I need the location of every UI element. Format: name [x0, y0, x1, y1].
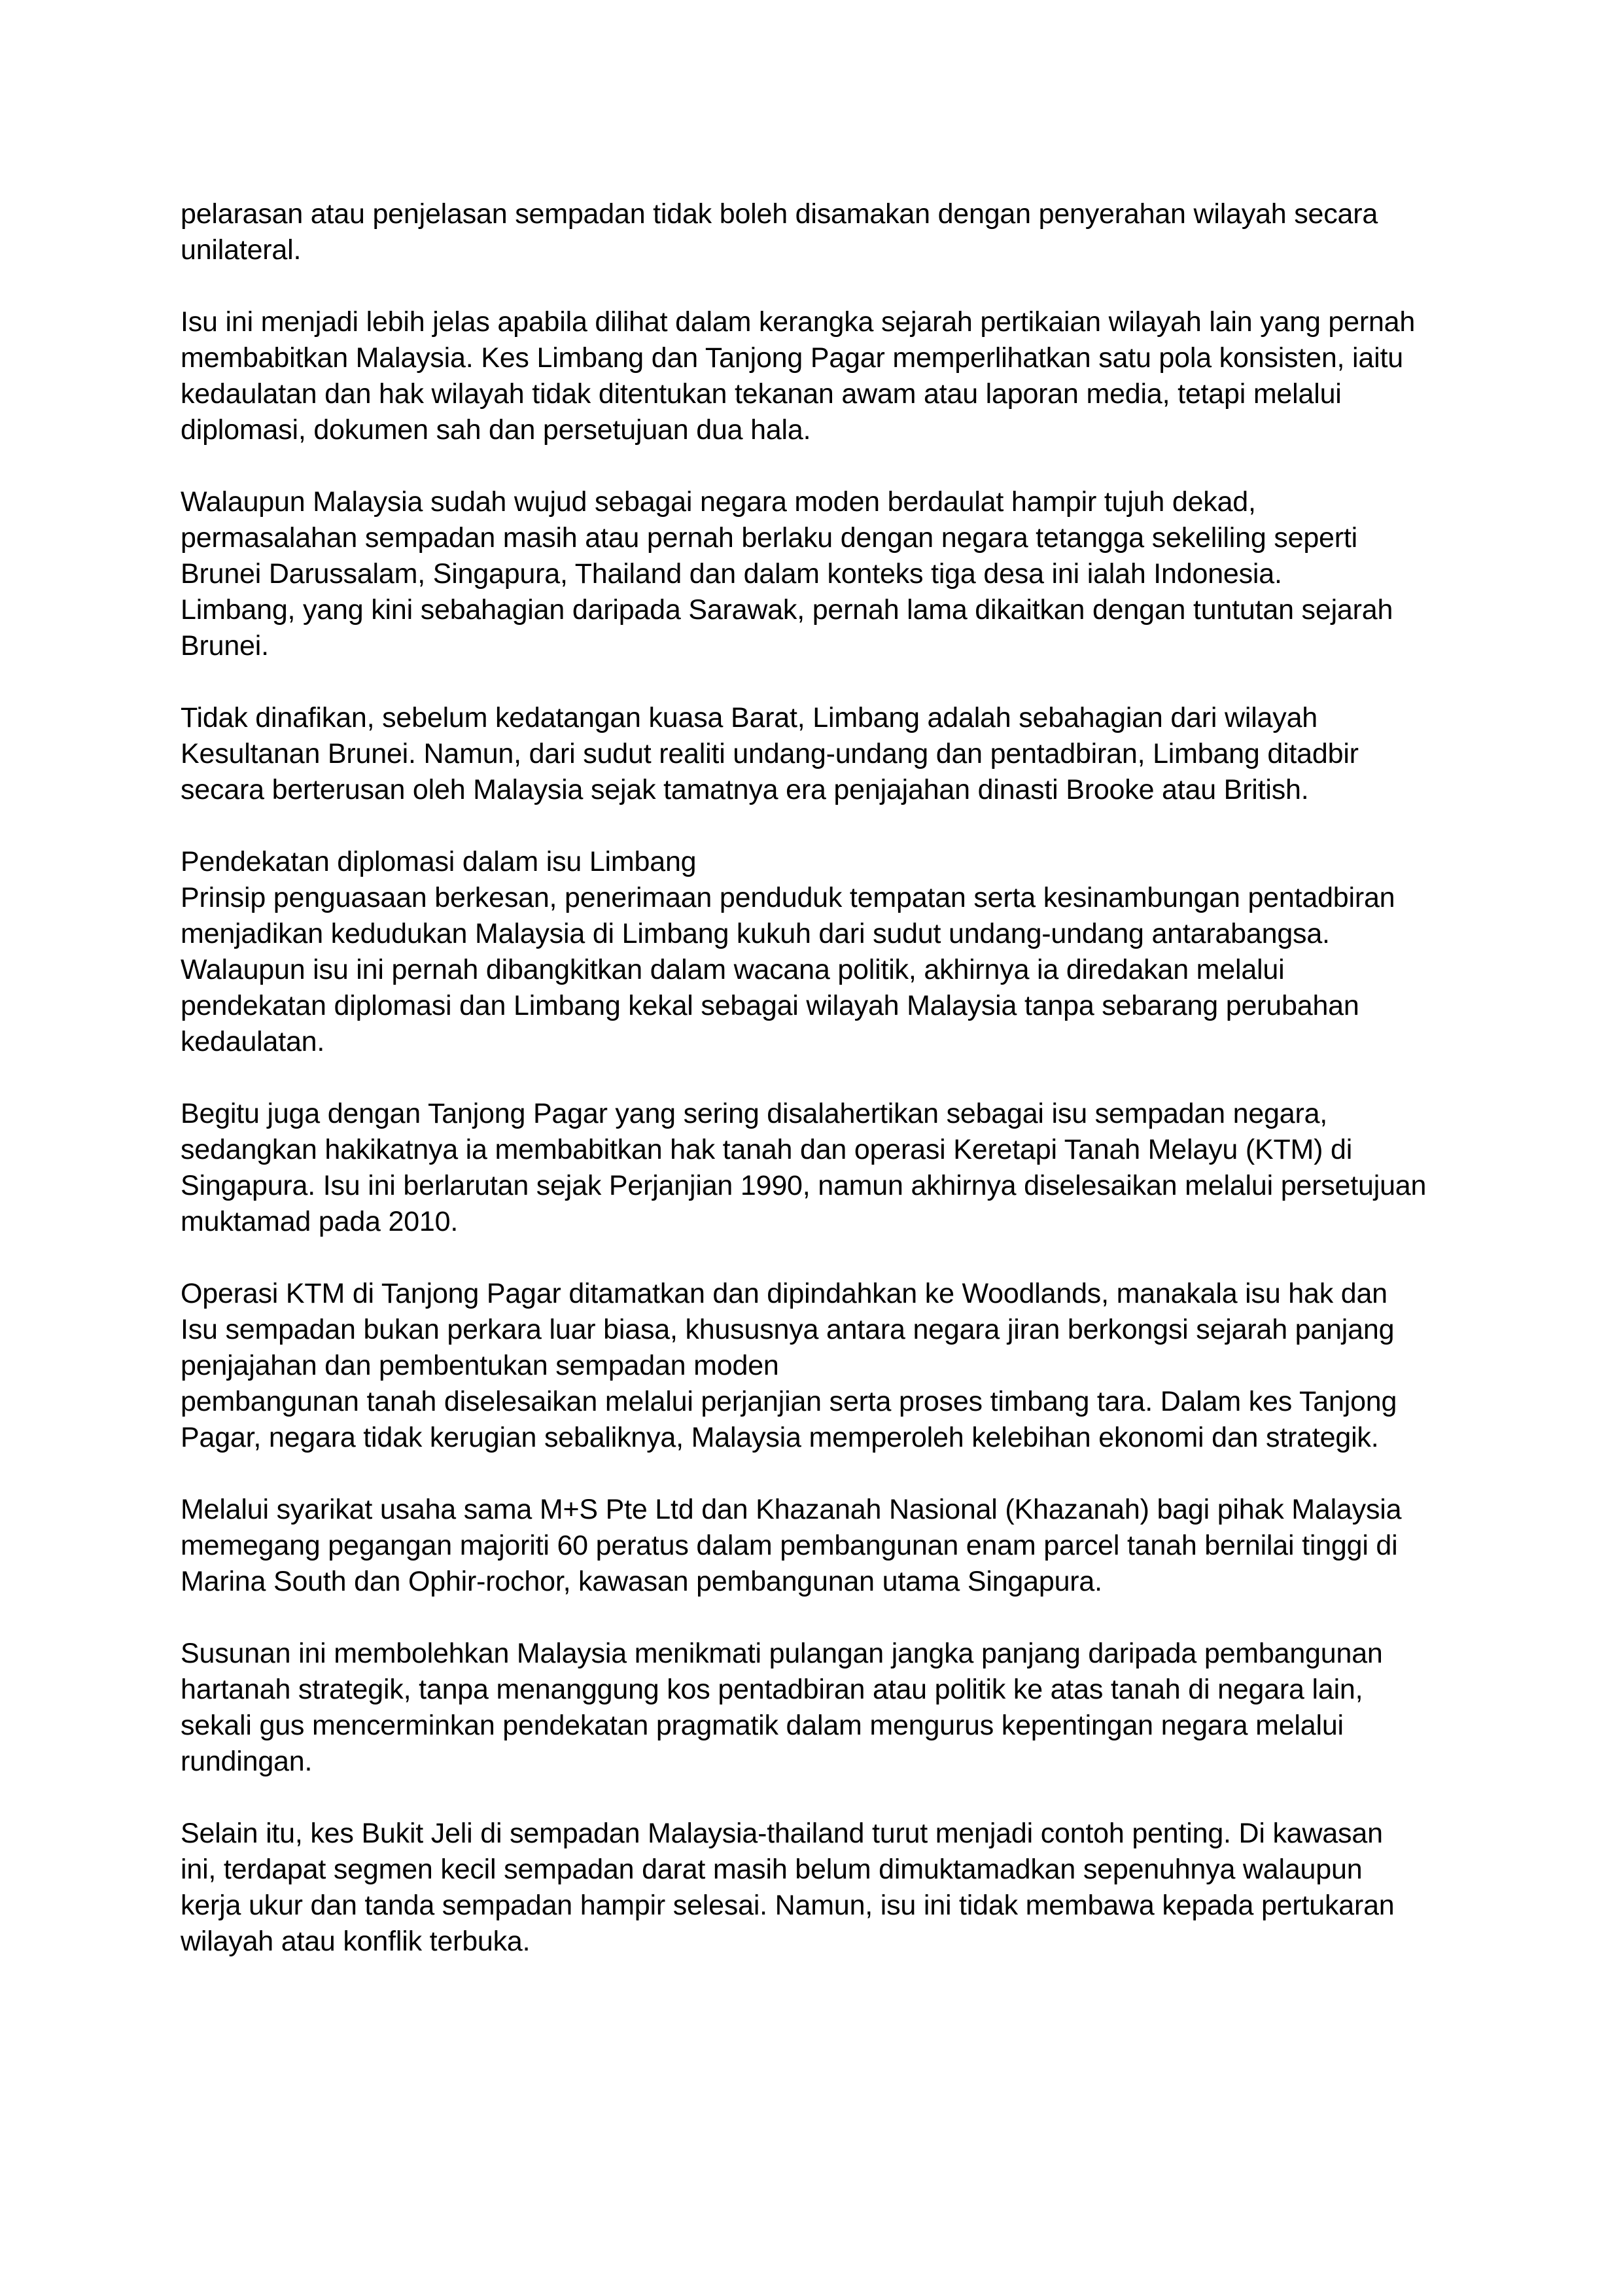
- text-line: pendekatan diplomasi dan Limbang kekal sebagai wilayah Malaysia tanpa sebarang perubahan: [181, 990, 1359, 1021]
- text-line: muktamad pada 2010.: [181, 1206, 459, 1237]
- text-line: kedaulatan dan hak wilayah tidak ditentukan tekanan awam atau laporan media, tetapi melalui: [181, 378, 1342, 410]
- text-line: Singapura. Isu ini berlarutan sejak Perjanjian 1990, namun akhirnya diselesaikan melalui persetujuan: [181, 1170, 1427, 1201]
- text-line: Walaupun isu ini pernah dibangkitkan dalam wacana politik, akhirnya ia diredakan melalui: [181, 954, 1285, 985]
- text-line: kedaulatan.: [181, 1026, 325, 1057]
- text-line: Brunei Darussalam, Singapura, Thailand dan dalam konteks tiga desa ini ialah Indonesia.: [181, 558, 1282, 590]
- text-line: diplomasi, dokumen sah dan persetujuan dua hala.: [181, 414, 811, 446]
- text-line: Tidak dinafikan, sebelum kedatangan kuasa Barat, Limbang adalah sebahagian dari wilayah: [181, 702, 1318, 733]
- text-line: wilayah atau konflik terbuka.: [181, 1926, 531, 1957]
- paragraph: [181, 1492, 1473, 1600]
- paragraph: [181, 304, 1473, 448]
- text-line: Susunan ini membolehkan Malaysia menikmati pulangan jangka panjang daripada pembangunan: [181, 1638, 1383, 1669]
- text-line: menjadikan kedudukan Malaysia di Limbang kukuh dari sudut undang-undang antarabangsa.: [181, 918, 1330, 949]
- paragraph: [181, 844, 1473, 1060]
- text-line: hartanah strategik, tanpa menanggung kos pentadbiran atau politik ke atas tanah di negara lain,: [181, 1674, 1363, 1705]
- text-line: Operasi KTM di Tanjong Pagar ditamatkan dan dipindahkan ke Woodlands, manakala isu hak dan: [181, 1278, 1387, 1309]
- document-body: [181, 196, 1473, 1996]
- text-line: secara berterusan oleh Malaysia sejak tamatnya era penjajahan dinasti Brooke atau British.: [181, 774, 1309, 805]
- text-line: Begitu juga dengan Tanjong Pagar yang sering disalahertikan sebagai isu sempadan negara,: [181, 1098, 1328, 1129]
- paragraph: [181, 1636, 1473, 1780]
- text-line: pembangunan tanah diselesaikan melalui perjanjian serta proses timbang tara. Dalam kes Tanjong: [181, 1386, 1397, 1417]
- text-line: membabitkan Malaysia. Kes Limbang dan Tanjong Pagar memperlihatkan satu pola konsisten, iaitu: [181, 342, 1403, 374]
- text-line: Brunei.: [181, 630, 269, 662]
- text-line: penjajahan dan pembentukan sempadan moden: [181, 1350, 779, 1381]
- text-line: Melalui syarikat usaha sama M+S Pte Ltd dan Khazanah Nasional (Khazanah) bagi pihak Malaysia: [181, 1494, 1402, 1525]
- text-line: rundingan.: [181, 1746, 313, 1777]
- paragraph: [181, 196, 1473, 268]
- text-line: Limbang, yang kini sebahagian daripada Sarawak, pernah lama dikaitkan dengan tuntutan sejarah: [181, 594, 1393, 626]
- text-line: Pendekatan diplomasi dalam isu Limbang: [181, 846, 697, 877]
- text-line: Kesultanan Brunei. Namun, dari sudut realiti undang-undang dan pentadbiran, Limbang ditadbir: [181, 738, 1359, 769]
- text-line: Marina South dan Ophir-rochor, kawasan pembangunan utama Singapura.: [181, 1566, 1102, 1597]
- paragraph: [181, 1276, 1473, 1456]
- paragraph: [181, 1816, 1473, 1960]
- text-line: Prinsip penguasaan berkesan, penerimaan penduduk tempatan serta kesinambungan pentadbiran: [181, 882, 1395, 913]
- text-line: sekali gus mencerminkan pendekatan pragmatik dalam mengurus kepentingan negara melalui: [181, 1710, 1344, 1741]
- text-line: Isu ini menjadi lebih jelas apabila dilihat dalam kerangka sejarah pertikaian wilayah lain yang pernah: [181, 306, 1416, 338]
- text-line: ini, terdapat segmen kecil sempadan darat masih belum dimuktamadkan sepenuhnya walaupun: [181, 1854, 1363, 1885]
- text-line: Pagar, negara tidak kerugian sebaliknya, Malaysia memperoleh kelebihan ekonomi dan strategik.: [181, 1422, 1379, 1453]
- text-line: sedangkan hakikatnya ia membabitkan hak tanah dan operasi Keretapi Tanah Melayu (KTM) di: [181, 1134, 1353, 1165]
- paragraph: [181, 700, 1473, 808]
- text-line: memegang pegangan majoriti 60 peratus dalam pembangunan enam parcel tanah bernilai tinggi di: [181, 1530, 1398, 1561]
- text-line: Walaupun Malaysia sudah wujud sebagai negara moden berdaulat hampir tujuh dekad,: [181, 486, 1256, 518]
- paragraph: [181, 484, 1473, 664]
- text-line: pelarasan atau penjelasan sempadan tidak boleh disamakan dengan penyerahan wilayah secara: [181, 198, 1378, 230]
- text-line: Isu sempadan bukan perkara luar biasa, khususnya antara negara jiran berkongsi sejarah panjang: [181, 1314, 1395, 1345]
- text-line: Selain itu, kes Bukit Jeli di sempadan Malaysia-thailand turut menjadi contoh penting. Di kawasan: [181, 1818, 1383, 1849]
- text-line: unilateral.: [181, 234, 302, 266]
- text-line: kerja ukur dan tanda sempadan hampir selesai. Namun, isu ini tidak membawa kepada pertukaran: [181, 1890, 1395, 1921]
- paragraph: [181, 1096, 1473, 1240]
- text-line: permasalahan sempadan masih atau pernah berlaku dengan negara tetangga sekeliling seperti: [181, 522, 1357, 554]
